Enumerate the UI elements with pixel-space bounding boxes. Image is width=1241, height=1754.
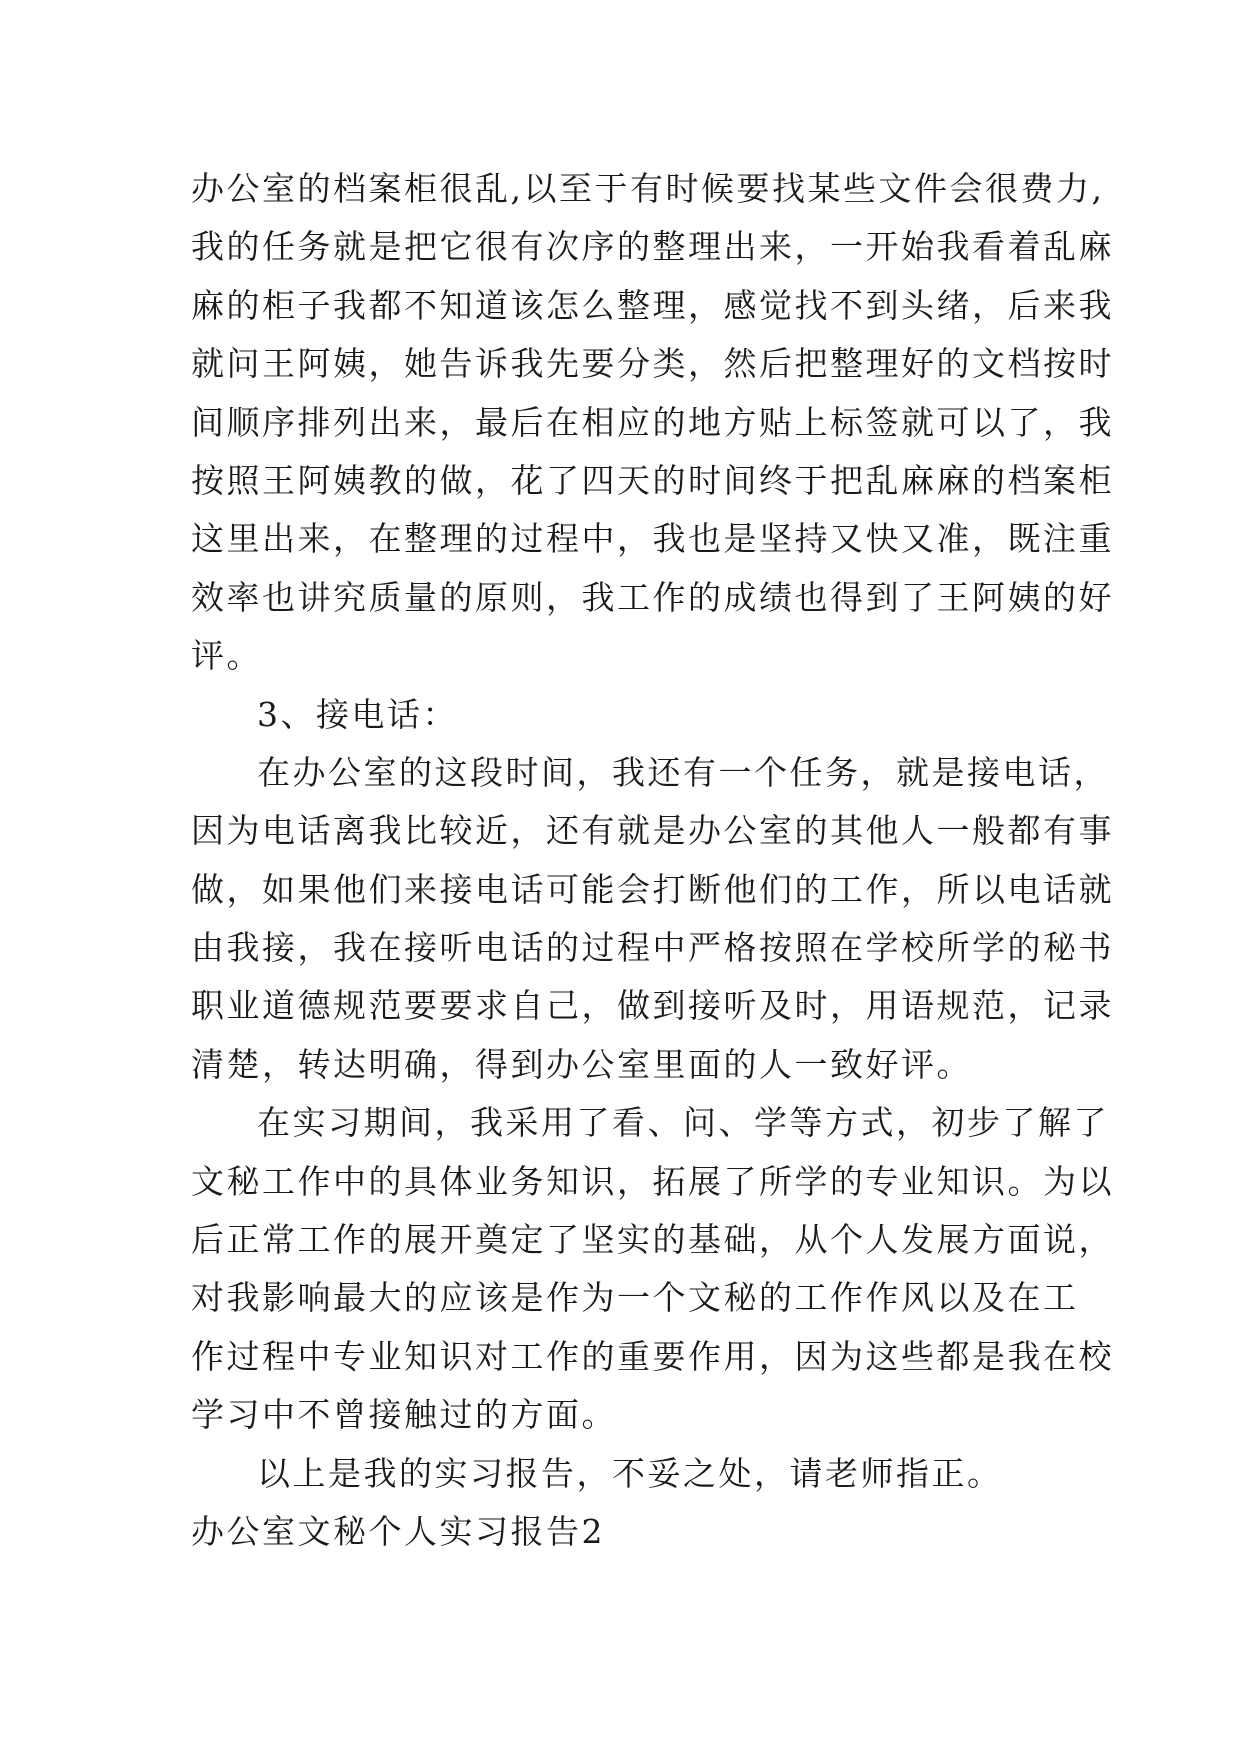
document-title: 办公室文秘个人实习报告2 (191, 1511, 605, 1551)
text-line: 做，如果他们来接电话可能会打断他们的工作，所以电话就 (191, 869, 1114, 909)
text-line: 对我影响最大的应该是作为一个文秘的工作作风以及在工 (191, 1278, 1079, 1318)
text-line: 在实习期间，我采用了看、问、学等方式，初步了解了 (257, 1103, 1109, 1143)
text-line: 在办公室的这段时间，我还有一个任务，就是接电话， (257, 752, 1109, 792)
text-line: 办公室的档案柜很乱,以至于有时候要找某些文件会很费力, (191, 169, 1105, 208)
text-line: 后正常工作的展开奠定了坚实的基础，从个人发展方面说， (191, 1220, 1114, 1260)
text-line: 这里出来，在整理的过程中，我也是坚持又快又准，既注重 (191, 519, 1114, 559)
text-line: 就问王阿姨，她告诉我先要分类，然后把整理好的文档按时 (191, 344, 1114, 384)
text-line: 因为电话离我比较近，还有就是办公室的其他人一般都有事 (191, 811, 1114, 851)
text-line: 我的任务就是把它很有次序的整理出来，一开始我看着乱麻 (191, 227, 1114, 267)
text-line: 文秘工作中的具体业务知识，拓展了所学的专业知识。为以 (191, 1161, 1114, 1201)
text-line: 评。 (191, 636, 262, 676)
text-line: 职业道德规范要要求自己，做到接听及时，用语规范，记录 (191, 986, 1114, 1026)
text-line: 清楚，转达明确，得到办公室里面的人一致好评。 (191, 1044, 972, 1084)
section-heading: 3、接电话： (257, 694, 458, 734)
text-line: 间顺序排列出来，最后在相应的地方贴上标签就可以了，我 (191, 402, 1114, 442)
document-body (191, 160, 1114, 1561)
text-line: 效率也讲究质量的原则，我工作的成绩也得到了王阿姨的好 (191, 577, 1114, 617)
text-line: 由我接，我在接听电话的过程中严格按照在学校所学的秘书 (191, 928, 1114, 968)
text-line: 作过程中专业知识对工作的重要作用，因为这些都是我在校 (191, 1336, 1114, 1376)
text-line: 学习中不曾接触过的方面。 (191, 1395, 617, 1435)
text-line: 以上是我的实习报告，不妥之处，请老师指正。 (257, 1453, 1003, 1493)
text-line: 按照王阿姨教的做，花了四天的时间终于把乱麻麻的档案柜 (191, 460, 1114, 500)
text-line: 麻的柜子我都不知道该怎么整理，感觉找不到头绪，后来我 (191, 285, 1114, 325)
